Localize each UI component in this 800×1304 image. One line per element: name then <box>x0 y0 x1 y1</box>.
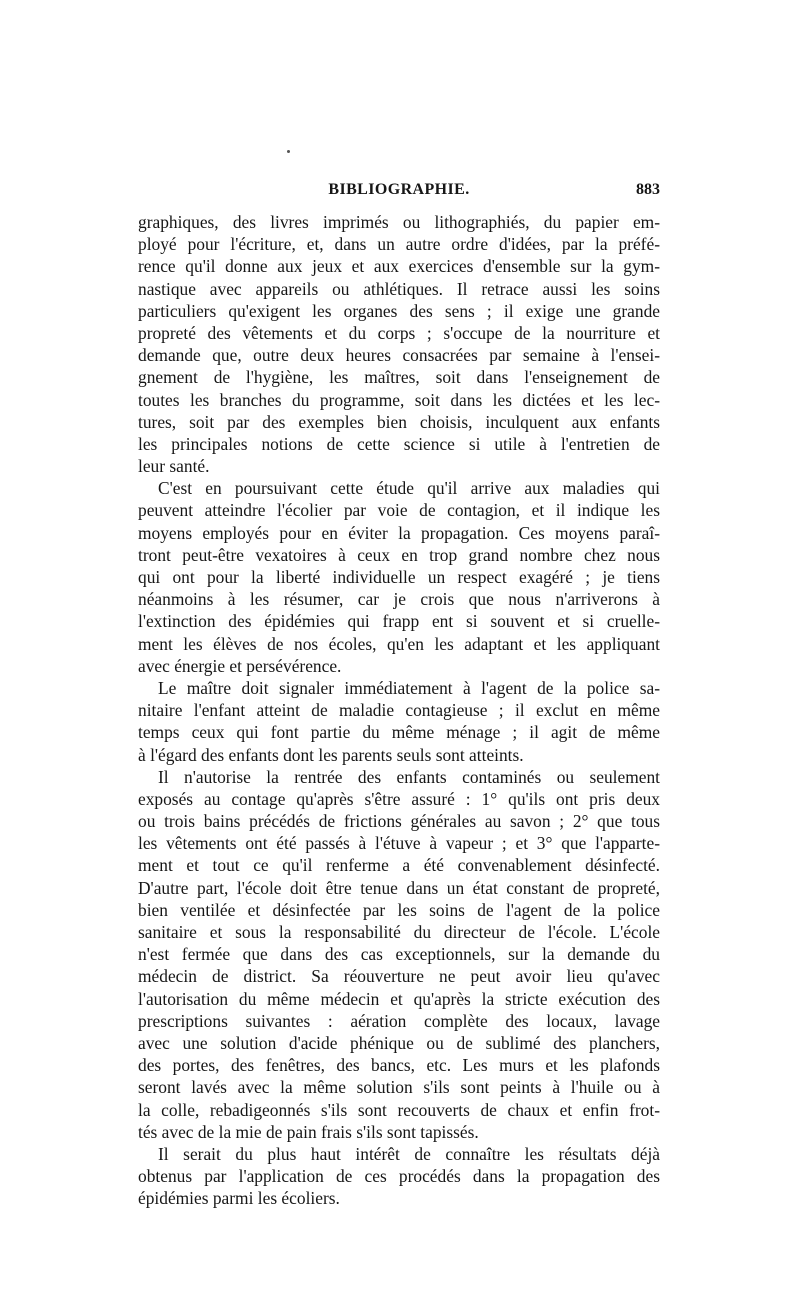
page-number: 883 <box>636 181 660 198</box>
text-line: l'autorisation du même médecin et qu'après la stricte exécution des <box>138 988 660 1009</box>
text-line: nitaire l'enfant atteint de maladie contagieuse ; il exclut en même <box>138 700 660 721</box>
text-line: Le maître doit signaler immédiatement à l'agent de la police sa- <box>158 677 660 698</box>
paragraph <box>138 477 660 677</box>
paragraph <box>138 766 660 1143</box>
text-line: avec énergie et persévérence. <box>138 655 342 676</box>
text-line: demande que, outre deux heures consacrées par semaine à l'ensei- <box>138 345 660 366</box>
body-text <box>138 211 660 1209</box>
text-line: ment et tout ce qu'il renferme a été convenablement désinfecté. <box>138 855 660 876</box>
text-line: D'autre part, l'école doit être tenue dans un état constant de propreté, <box>138 877 660 898</box>
text-line: gnement de l'hygiène, les maîtres, soit dans l'enseignement de <box>138 367 660 388</box>
text-line: l'extinction des épidémies qui frapp ent si souvent et si cruelle- <box>138 611 660 632</box>
text-line: toutes les branches du programme, soit dans les dictées et les lec- <box>138 389 660 410</box>
text-line: néanmoins à les résumer, car je crois que nous n'arriverons à <box>138 589 660 610</box>
text-line: particuliers qu'exigent les organes des sens ; il exige une grande <box>138 300 660 321</box>
text-line: bien ventilée et désinfectée par les soins de l'agent de la police <box>138 899 660 920</box>
text-line: obtenus par l'application de ces procédés dans la propagation des <box>138 1166 660 1187</box>
text-line: la colle, rebadigeonnés s'ils sont recouverts de chaux et enfin frot- <box>138 1099 660 1120</box>
text-line: rence qu'il donne aux jeux et aux exercices d'ensemble sur la gym- <box>138 256 660 277</box>
text-line: propreté des vêtements et du corps ; s'occupe de la nourriture et <box>138 322 660 343</box>
text-line: Il serait du plus haut intérêt de connaître les résultats déjà <box>158 1143 660 1164</box>
text-line: tés avec de la mie de pain frais s'ils sont tapissés. <box>138 1121 479 1142</box>
text-line: moyens employés pour en éviter la propagation. Ces moyens paraî- <box>138 522 660 543</box>
text-line: des portes, des fenêtres, des bancs, etc. Les murs et les plafonds <box>138 1055 660 1076</box>
text-line: sanitaire et sous la responsabilité du directeur de l'école. L'école <box>138 922 660 942</box>
text-line: seront lavés avec la même solution s'ils sont peints à l'huile ou à <box>138 1077 660 1098</box>
text-line: leur santé. <box>138 456 210 477</box>
running-head <box>138 179 660 201</box>
text-line: graphiques, des livres imprimés ou lithographiés, du papier em- <box>138 212 660 232</box>
ink-speck <box>287 150 290 153</box>
text-line: avec une solution d'acide phénique ou de sublimé des planchers, <box>138 1032 660 1053</box>
text-line: peuvent atteindre l'écolier par voie de contagion, et il indique les <box>138 500 660 521</box>
paragraph <box>138 1143 660 1210</box>
running-title: BIBLIOGRAPHIE. <box>328 181 470 198</box>
text-line: à l'égard des enfants dont les parents seuls sont atteints. <box>138 744 524 765</box>
text-line: tures, soit par des exemples bien choisis, inculquent aux enfants <box>138 411 660 432</box>
paragraph <box>138 677 660 766</box>
text-line: les vêtements ont été passés à l'étuve à vapeur ; et 3° que l'apparte- <box>138 833 660 854</box>
text-line: épidémies parmi les écoliers. <box>138 1188 340 1209</box>
text-line: ment les élèves de nos écoles, qu'en les adaptant et les appliquant <box>138 633 660 654</box>
text-line: qui ont pour la liberté individuelle un respect exagéré ; je tiens <box>138 567 660 587</box>
text-line: temps ceux qui font partie du même ménage ; il agit de même <box>138 722 660 743</box>
paragraph <box>138 211 660 477</box>
text-line: ployé pour l'écriture, et, dans un autre ordre d'idées, par la préfé- <box>138 234 660 255</box>
text-line: exposés au contage qu'après s'être assuré : 1° qu'ils ont pris deux <box>138 788 660 809</box>
text-line: C'est en poursuivant cette étude qu'il arrive aux maladies qui <box>158 478 660 499</box>
text-line: prescriptions suivantes : aération complète des locaux, lavage <box>138 1010 660 1031</box>
text-line: nastique avec appareils ou athlétiques. Il retrace aussi les soins <box>138 278 660 299</box>
text-line: les principales notions de cette science si utile à l'entretien de <box>138 433 660 454</box>
text-line: médecin de district. Sa réouverture ne peut avoir lieu qu'avec <box>138 966 660 987</box>
text-line: ou trois bains précédés de frictions générales au savon ; 2° que tous <box>138 811 660 832</box>
text-line: n'est fermée que dans des cas exceptionnels, sur la demande du <box>138 944 660 965</box>
text-line: Il n'autorise la rentrée des enfants contaminés ou seulement <box>158 766 660 787</box>
text-line: tront peut-être vexatoires à ceux en trop grand nombre chez nous <box>138 544 660 565</box>
